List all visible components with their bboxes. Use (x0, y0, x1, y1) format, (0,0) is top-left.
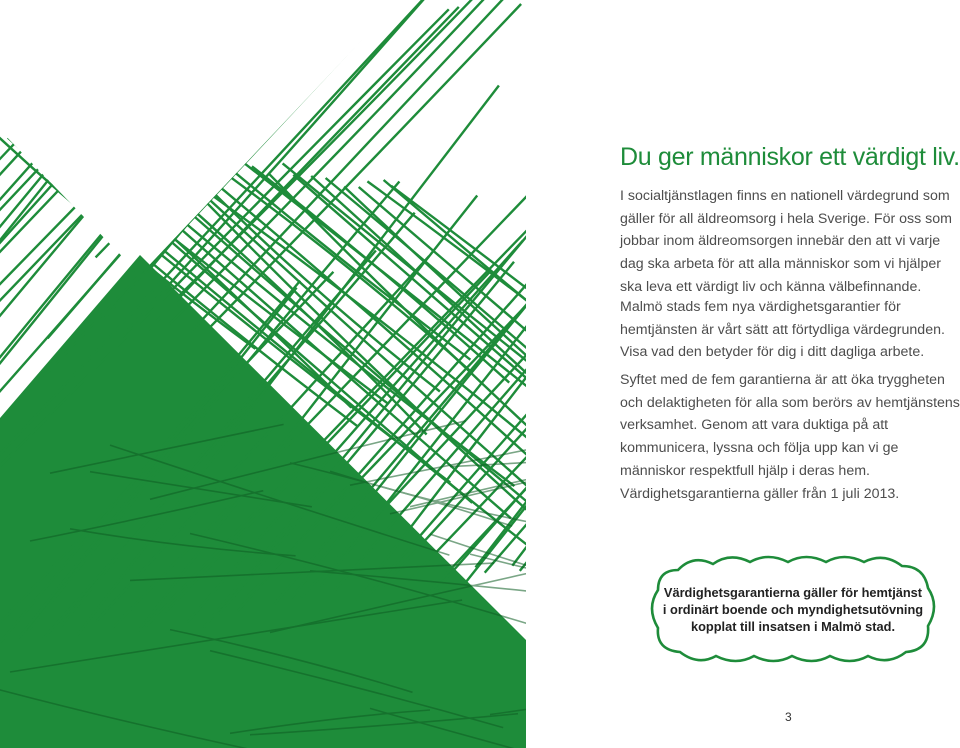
page-title: Du ger människor ett värdigt liv. (620, 143, 960, 171)
callout-bubble (648, 550, 938, 668)
effective-date-paragraph: Värdighetsgarantierna gäller från 1 juli 2013. (620, 486, 900, 502)
purpose-paragraph: Syftet med de fem garantierna är att öka tryggheten och delaktigheten för alla som berörs av hemtjänstens verksamhet. Genom att vara duktiga på att kommunicera, lyssna och följa upp kan vi ge människor respektfull hjälp i deras hem. (620, 372, 960, 479)
guarantees-paragraph: Malmö stads fem nya värdighetsgarantier för hemtjänsten är vårt sätt att förtydliga värdegrunden. Visa vad den betyder för dig i ditt dagliga arbete. (620, 299, 945, 361)
intro-paragraph: I socialtjänstlagen finns en nationell värdegrund som gäller för all äldreomsorg i hela Sverige. För oss som jobbar inom äldreomsorgen innebär den att vi varje dag ska arbeta för att alla människor som vi hjälper ska leva ett värdigt liv och känna välbefinnande. (620, 188, 952, 295)
page-number: 3 (785, 710, 792, 724)
callout-text: Värdighetsgarantierna gäller för hemtjänst i ordinärt boende och myndighetsutövning kopplat till insatsen i Malmö stad. (662, 585, 924, 634)
